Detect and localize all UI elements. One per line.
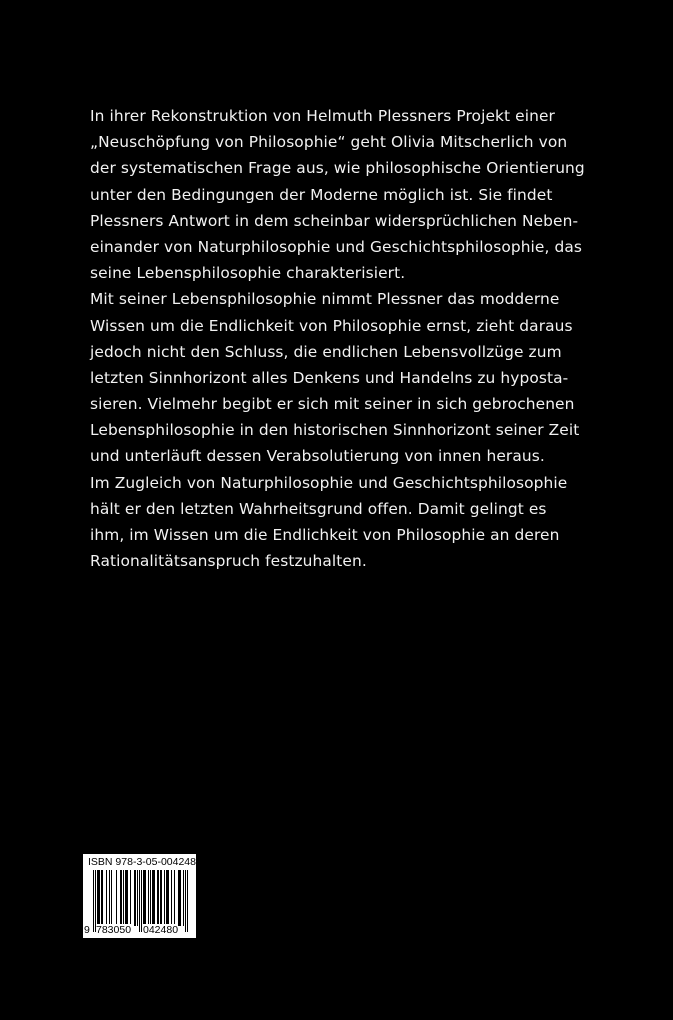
barcode-bar bbox=[158, 870, 159, 926]
barcode-bar bbox=[168, 870, 169, 926]
isbn-barcode bbox=[83, 854, 206, 938]
barcode-bar bbox=[109, 870, 110, 926]
blurb-line: Rationalitätsanspruch festzuhalten. bbox=[90, 552, 367, 571]
barcode-bar bbox=[120, 870, 121, 926]
barcode-bar bbox=[178, 870, 179, 926]
barcode-bar bbox=[97, 870, 98, 926]
barcode-bar bbox=[171, 870, 172, 926]
barcode-bar bbox=[111, 870, 112, 926]
barcode-guard-bar bbox=[141, 870, 142, 932]
barcode-bar bbox=[99, 870, 100, 926]
barcode-bar bbox=[106, 870, 107, 926]
barcode-bar bbox=[154, 870, 155, 926]
barcode-bar bbox=[160, 870, 161, 926]
blurb-line: unter den Bedingungen der Moderne möglich ist. Sie findet bbox=[90, 185, 553, 204]
barcode-bar bbox=[116, 870, 117, 926]
blurb-line: sieren. Vielmehr begibt er sich mit seiner in sich gebrochenen bbox=[90, 395, 575, 414]
isbn-label: ISBN 978-3-05-004248-0 bbox=[88, 856, 206, 868]
barcode-bar bbox=[179, 870, 180, 926]
barcode-bar bbox=[130, 870, 131, 926]
blurb-line: In ihrer Rekonstruktion von Helmuth Plessners Projekt einer bbox=[90, 107, 555, 125]
blurb-line: Wissen um die Endlichkeit von Philosophie ernst, zieht daraus bbox=[90, 316, 573, 335]
barcode-bar bbox=[137, 870, 138, 926]
barcode-lead-digit: 9 bbox=[84, 924, 90, 936]
barcode-guard-bar bbox=[185, 870, 186, 932]
barcode-bar bbox=[157, 870, 158, 926]
barcode-bar bbox=[127, 870, 128, 926]
barcode-bar bbox=[174, 870, 175, 926]
barcode-bar bbox=[145, 870, 146, 926]
barcode-bar bbox=[121, 870, 122, 926]
barcode-bar bbox=[150, 870, 151, 926]
barcode-bar bbox=[143, 870, 144, 926]
blurb-line: einander von Naturphilosophie und Geschichtsphilosophie, das bbox=[90, 237, 583, 256]
barcode-left-group: 783050 bbox=[96, 924, 132, 936]
barcode-bar bbox=[135, 870, 136, 926]
barcode-guard-bar bbox=[95, 870, 96, 932]
blurb-line: Plessners Antwort in dem scheinbar widersprüchlichen Neben- bbox=[90, 211, 579, 230]
blurb-line: „Neuschöpfung von Philosophie“ geht Olivia Mitscherlich von bbox=[90, 133, 568, 152]
barcode-guard-bar bbox=[187, 870, 188, 932]
barcode-bar bbox=[123, 870, 124, 926]
barcode-bar bbox=[101, 870, 102, 926]
barcode-bar bbox=[161, 870, 162, 926]
barcode-bar bbox=[144, 870, 145, 926]
barcode-bar bbox=[148, 870, 149, 926]
blurb-line: Im Zugleich von Naturphilosophie und Geschichtsphilosophie bbox=[90, 473, 568, 492]
barcode-bar bbox=[166, 870, 167, 926]
barcode-bar bbox=[102, 870, 103, 926]
blurb-line: jedoch nicht den Schluss, die endlichen Lebensvollzüge zum bbox=[90, 342, 562, 361]
barcode-bar bbox=[98, 870, 99, 926]
blurb-line: der systematischen Frage aus, wie philosophische Orientierung bbox=[90, 159, 585, 178]
blurb-line: und unterläuft dessen Verabsolutierung von innen heraus. bbox=[90, 447, 545, 466]
barcode-bar bbox=[164, 870, 165, 926]
barcode-right-group: 042480 bbox=[143, 924, 179, 936]
barcode-bar bbox=[153, 870, 154, 926]
blurb-line: Mit seiner Lebensphilosophie nimmt Plessner das modderne bbox=[90, 290, 560, 309]
blurb-line: seine Lebensphilosophie charakterisiert. bbox=[90, 264, 406, 283]
blurb-line: ihm, im Wissen um die Endlichkeit von Philosophie an deren bbox=[90, 526, 560, 544]
back-cover-blurb bbox=[90, 103, 590, 574]
barcode-bar bbox=[126, 870, 127, 926]
blurb-line: letzten Sinnhorizont alles Denkens und Handelns zu hyposta- bbox=[90, 368, 569, 387]
blurb-line: Lebensphilosophie in den historischen Sinnhorizont seiner Zeit bbox=[90, 421, 580, 440]
barcode-digits bbox=[83, 924, 196, 937]
barcode-bar bbox=[125, 870, 126, 926]
barcode-guard-bar bbox=[139, 870, 140, 932]
blurb-line: hält er den letzten Wahrheitsgrund offen. Damit gelingt es bbox=[90, 499, 547, 518]
barcode-bar bbox=[183, 870, 184, 926]
barcode-bar bbox=[134, 870, 135, 926]
barcode-guard-bar bbox=[93, 870, 94, 932]
barcode-bar bbox=[152, 870, 153, 926]
barcode-bar bbox=[167, 870, 168, 926]
barcode-bar bbox=[180, 870, 181, 926]
